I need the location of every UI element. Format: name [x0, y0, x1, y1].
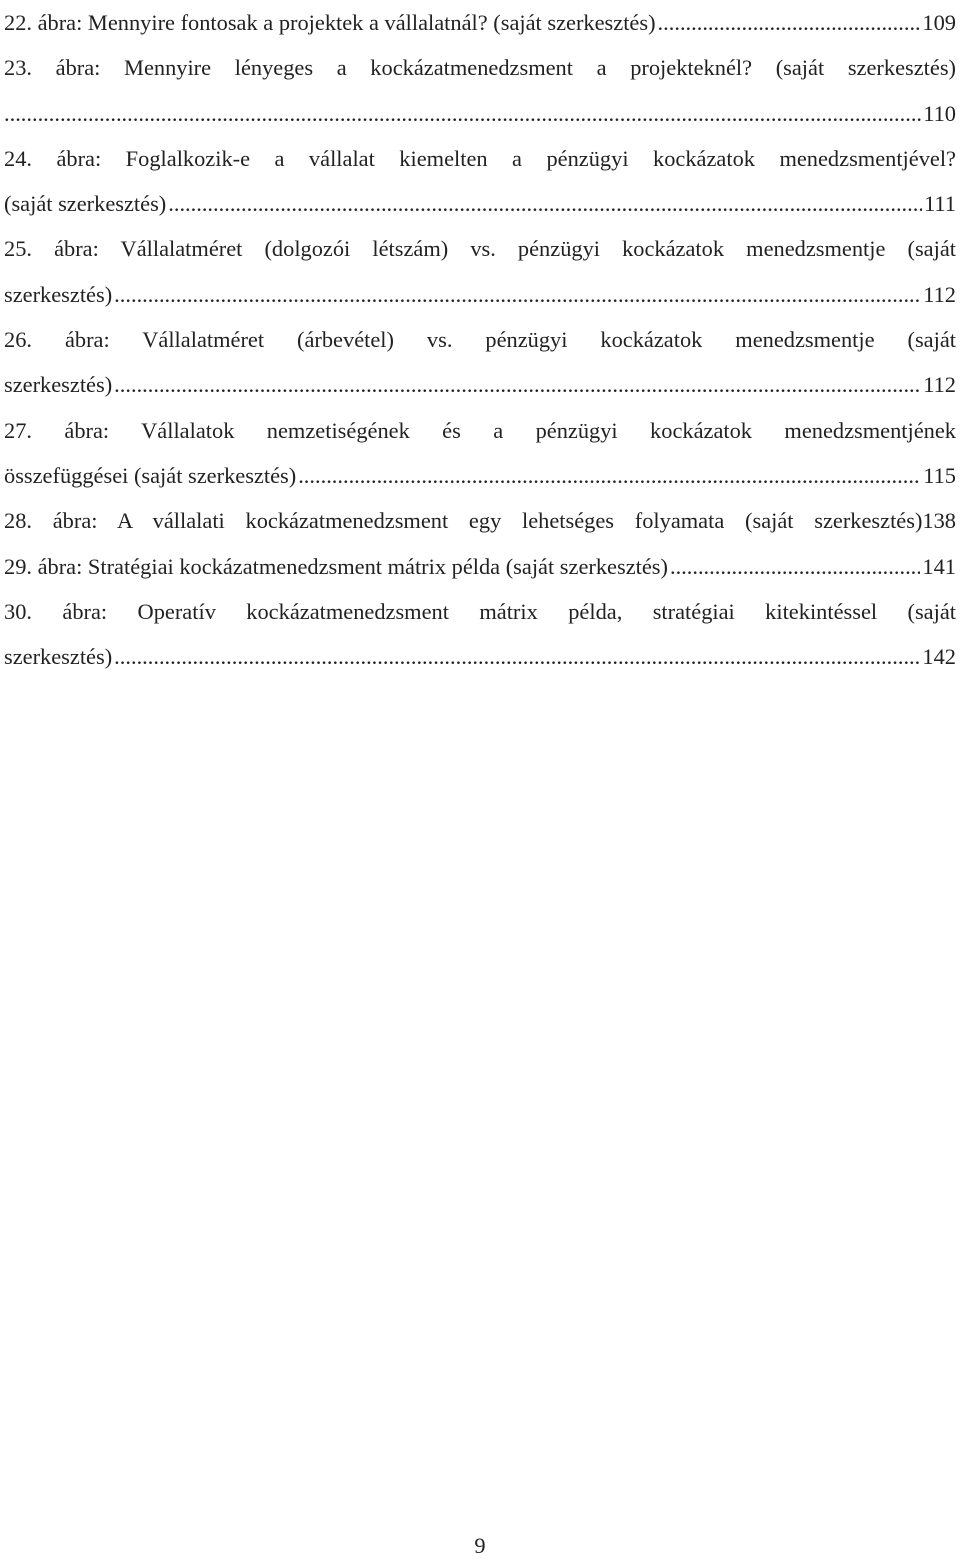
toc-entry-text: összefüggései (saját szerkesztés): [4, 462, 297, 488]
toc-entry-24-continued[interactable]: [4, 181, 956, 226]
toc-entry-30-continued[interactable]: [4, 634, 956, 679]
list-of-figures: [4, 0, 956, 679]
toc-entry-text: (saját szerkesztés): [4, 191, 167, 217]
toc-entry-26-continued[interactable]: [4, 362, 956, 407]
toc-page-number: 109: [922, 10, 956, 35]
toc-entry-30[interactable]: [4, 589, 956, 634]
toc-entry-27[interactable]: [4, 408, 956, 453]
toc-entry-text: 30. ábra: Operatív kockázatmenedzsment mátrix példa, stratégiai kitekintéssel (saját: [4, 598, 956, 624]
toc-entry-text: 22. ábra: Mennyire fontosak a projektek a vállalatnál? (saját szerkesztés): [4, 10, 656, 35]
toc-entry-text: 25. ábra: Vállalatméret (dolgozói létszám) vs. pénzügyi kockázatok menedzsmentje (saját: [4, 236, 956, 262]
toc-entry-27-continued[interactable]: [4, 453, 956, 498]
toc-page-number: 142: [922, 644, 956, 670]
toc-entry-22[interactable]: [4, 0, 956, 45]
toc-entry-text: 27. ábra: Vállalatok nemzetiségének és a pénzügyi kockázatok menedzsmentjének: [4, 417, 956, 443]
toc-entry-25-continued[interactable]: [4, 272, 956, 317]
dot-leader: [4, 91, 921, 136]
toc-page-number: 110: [923, 100, 956, 126]
toc-entry-text: 23. ábra: Mennyire lényeges a kockázatmenedzsment a projekteknél? (saját szerkesztés): [4, 55, 956, 81]
toc-entry-text: szerkesztés): [4, 644, 113, 670]
toc-entry-25[interactable]: [4, 226, 956, 271]
toc-page-number: 111: [924, 191, 956, 217]
toc-entry-29[interactable]: [4, 544, 956, 589]
toc-entry-23-continued[interactable]: [4, 91, 956, 136]
toc-page-number: 112: [923, 281, 956, 307]
dot-leader: [168, 181, 922, 226]
toc-entry-text: 26. ábra: Vállalatméret (árbevétel) vs. pénzügyi kockázatok menedzsmentje (saját: [4, 327, 956, 353]
toc-entry-23[interactable]: [4, 45, 956, 90]
dot-leader: [114, 272, 921, 317]
page-number: 9: [474, 1533, 486, 1558]
toc-entry-text: szerkesztés): [4, 372, 113, 398]
toc-entry-24[interactable]: [4, 136, 956, 181]
toc-entry-text: 28. ábra: A vállalati kockázatmenedzsment egy lehetséges folyamata (saját szerkesztés)138: [4, 508, 956, 534]
toc-entry-text: 24. ábra: Foglalkozik-e a vállalat kiemelten a pénzügyi kockázatok menedzsmentjével?: [4, 145, 956, 171]
dot-leader: [114, 362, 921, 407]
dot-leader: [658, 0, 921, 45]
toc-entry-28[interactable]: [4, 498, 956, 543]
toc-page-number: 112: [923, 372, 956, 398]
dot-leader: [114, 634, 920, 679]
toc-page-number: 115: [923, 462, 956, 488]
toc-entry-26[interactable]: [4, 317, 956, 362]
toc-page-number: 141: [922, 553, 956, 579]
toc-entry-text: szerkesztés): [4, 281, 113, 307]
dot-leader: [298, 453, 921, 498]
toc-entry-text: 29. ábra: Stratégiai kockázatmenedzsment mátrix példa (saját szerkesztés): [4, 553, 668, 579]
dot-leader: [670, 544, 920, 589]
